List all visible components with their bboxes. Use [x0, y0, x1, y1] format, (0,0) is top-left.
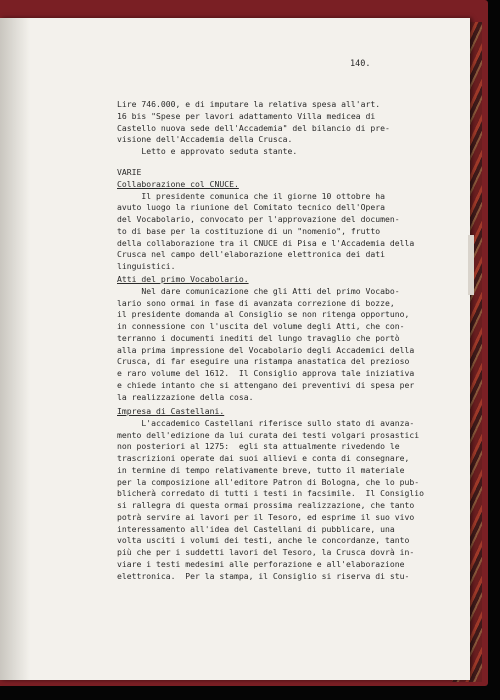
section-heading: Atti del primo Vocabolario.: [117, 274, 249, 284]
text-line: Crusca, di far eseguire una ristampa anastatica del prezioso: [117, 356, 410, 367]
page-edge-tab: [468, 235, 474, 295]
text-line: in connessione con l'uscita del volume degli Atti, che con-: [117, 321, 405, 331]
page-number: 140.: [350, 59, 371, 69]
text-line: to di base per la costituzione di un "nomenio", frutto: [117, 225, 381, 236]
section-heading: Collaborazione col CNUCE.: [117, 178, 239, 189]
text-block-2: [117, 274, 455, 403]
text-line: terranno i documenti inediti del lungo travaglio che portò: [117, 332, 400, 343]
text-line: 16 bis "Spese per lavori adattamento Villa medicea di: [117, 110, 376, 121]
page-gutter: [0, 18, 30, 680]
text-line: blicherà corredato di tutti i testi in facsimile. Il Consiglio: [117, 488, 424, 499]
text-line: VARIE: [117, 167, 142, 177]
section-heading: Impresa di Castellani.: [117, 406, 225, 416]
text-line: e raro volume del 1612. Il Consiglio approva tale iniziativa: [117, 368, 415, 378]
text-line: del Vocabolario, convocato per l'approvazione del documen-: [117, 214, 400, 224]
text-line: Castello nuova sede dell'Accademia" del bilancio di pre-: [117, 122, 390, 133]
text-line: avuto luogo la riunione del Comitato tecnico dell'Opera: [117, 202, 386, 213]
text-line: elettronica. Per la stampa, il Consiglio si riserva di stu-: [117, 570, 410, 581]
text-line: la realizzazione della cosa.: [117, 391, 254, 402]
text-line: per la composizione all'editore Patron di Bologna, che lo pub-: [117, 476, 420, 487]
text-line: non posteriori al 1275: egli sta attualmente rivedendo le: [117, 441, 400, 452]
text-line: potrà servire ai lavori per il Tesoro, ed esprime il suo vivo: [117, 511, 415, 522]
text-line: e chiede intanto che si attengano dei preventivi di spesa per: [117, 379, 415, 390]
text-line: più che per i suddetti lavori del Tesoro, la Crusca dovrà in-: [117, 547, 415, 557]
text-line: lario sono ormai in fase di avanzata correzione di bozze,: [117, 297, 395, 308]
text-line: volta usciti i volumi dei testi, anche le concordanze, tanto: [117, 535, 410, 546]
text-line: L'accademico Castellani riferisce sullo stato di avanza-: [117, 417, 415, 428]
text-line: Nel dare comunicazione che gli Atti del primo Vocabo-: [117, 285, 400, 296]
text-line: Lire 746.000, e di imputare la relativa spesa all'art.: [117, 99, 381, 109]
text-line: visione dell'Accademia della Crusca.: [117, 134, 293, 145]
text-line: Letto e approvato seduta stante.: [117, 146, 298, 156]
text-block-3: [117, 406, 455, 582]
text-line: viare i testi medesimi alle perforazione e all'elaborazione: [117, 558, 405, 569]
text-line: il presidente domanda al Consiglio se non ritenga opportuno,: [117, 309, 410, 320]
text-line: trascrizioni operate dai suoi allievi e conta di consegnare,: [117, 453, 410, 463]
text-block-0: [117, 99, 455, 158]
text-line: mento dell'edizione da lui curata dei testi volgari prosastici: [117, 429, 420, 440]
text-line: Crusca nel campo dell'elaborazione elettronica dei dati: [117, 249, 386, 260]
text-line: si rallegra di questa ormai prossima realizzazione, che tanto: [117, 500, 415, 510]
text-line: della collaborazione tra il CNUCE di Pisa e l'Accademia della: [117, 237, 415, 248]
text-block-1: [117, 167, 455, 273]
text-line: Il presidente comunica che il giorne 10 ottobre ha: [117, 190, 386, 201]
text-line: interessamento all'idea del Castellani di pubblicare, una: [117, 523, 395, 534]
text-line: in termine di tempo relativamente breve, tutto il materiale: [117, 464, 405, 475]
text-line: alla prima impressione del Vocabolario degli Accademici della: [117, 344, 415, 355]
text-line: linguistici.: [117, 261, 176, 271]
